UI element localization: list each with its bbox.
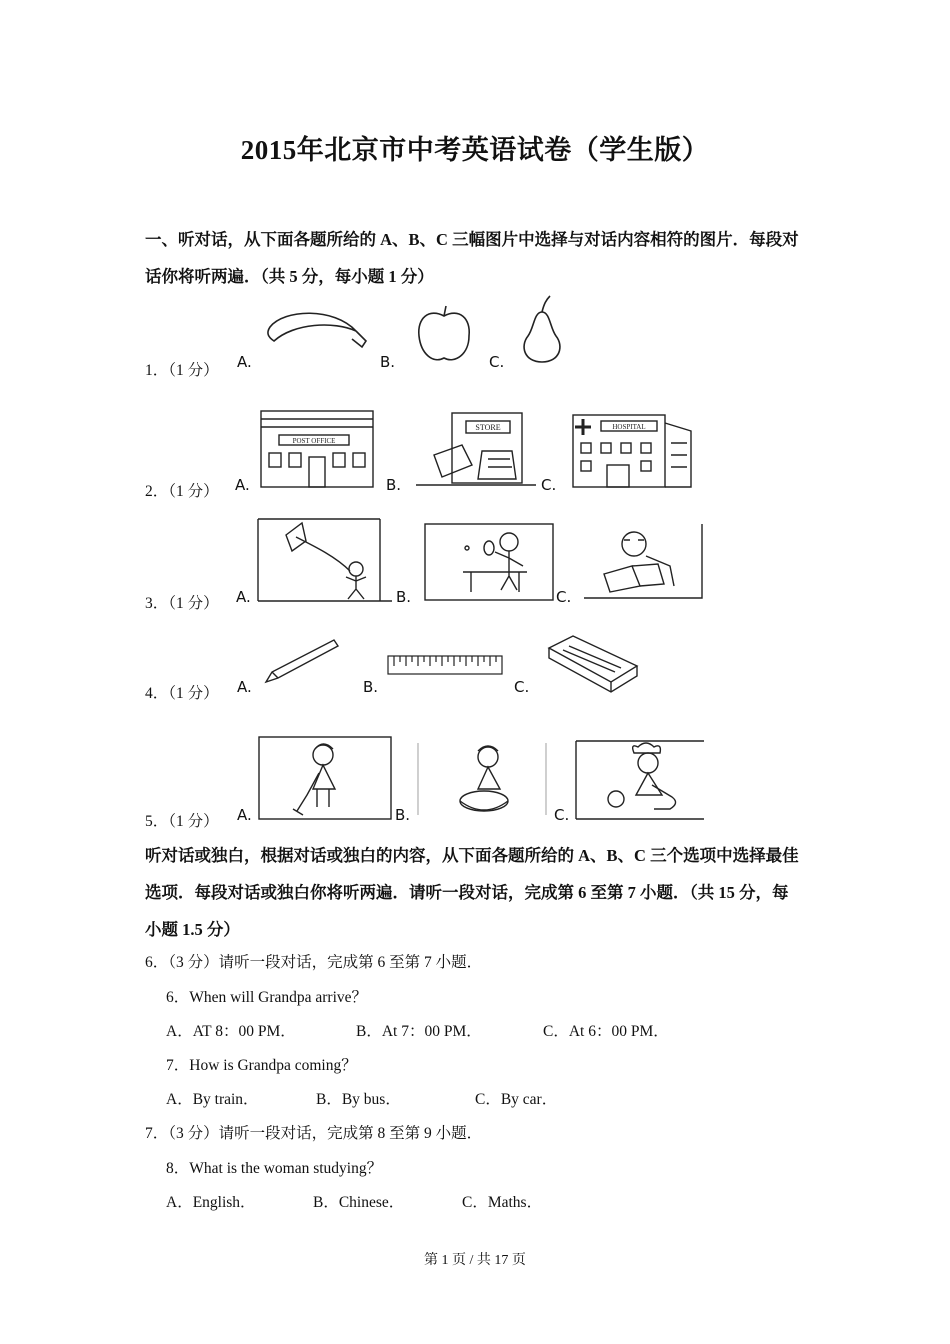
reading-picture [580, 522, 706, 602]
post-office-sign: POST OFFICE [292, 437, 336, 445]
q2-option-b[interactable]: B. [386, 476, 402, 494]
store-picture [412, 407, 540, 489]
question-4-label: 4．（1 分） [145, 685, 219, 702]
q5-option-c[interactable]: C. [554, 806, 570, 824]
cooking-picture [574, 739, 706, 821]
q3-option-a[interactable]: A. [236, 588, 251, 606]
section2-instruction-line3: 小题 1.5 分） [145, 920, 240, 939]
table-tennis-picture [423, 522, 555, 602]
hospital-picture [567, 409, 699, 491]
q5-option-b[interactable]: B. [395, 806, 411, 824]
question-5-label: 5．（1 分） [145, 813, 219, 830]
q7-option-b[interactable]: B．By bus． [316, 1091, 401, 1108]
q1-option-b[interactable]: B. [380, 353, 396, 371]
q2-option-c[interactable]: C. [541, 476, 557, 494]
q8-option-c[interactable]: C．Maths． [462, 1194, 543, 1211]
q5-option-a[interactable]: A. [237, 806, 252, 824]
q6-option-c[interactable]: C．At 6：00 PM． [543, 1023, 669, 1040]
kite-picture [256, 517, 394, 603]
page-footer: 第 1 页 / 共 17 页 [424, 1253, 526, 1268]
ruler-picture [386, 654, 504, 676]
section2-instruction-line1: 听对话或独白，根据对话或独白的内容，从下面各题所给的 A、B、C 三个选项中选择最佳 [145, 846, 799, 865]
pear-picture [518, 294, 566, 366]
apple-picture [415, 304, 473, 366]
sub-question-8: 8．What is the woman studying？ [166, 1160, 383, 1177]
question-6-label: 6．（3 分）请听一段对话，完成第 6 至第 7 小题． [145, 954, 483, 971]
sub-question-7: 7．How is Grandpa coming？ [166, 1057, 357, 1074]
q2-option-a[interactable]: A. [235, 476, 250, 494]
question-2-label: 2．（1 分） [145, 483, 219, 500]
pencil-picture [262, 636, 342, 686]
washing-picture [416, 739, 550, 819]
q8-option-a[interactable]: A．English． [166, 1194, 256, 1211]
q6-option-a[interactable]: A．AT 8：00 PM． [166, 1023, 296, 1040]
q8-option-b[interactable]: B．Chinese． [313, 1194, 405, 1211]
banana-picture [264, 307, 376, 355]
store-sign: STORE [475, 423, 501, 432]
question-7-label: 7．（3 分）请听一段对话，完成第 8 至第 9 小题． [145, 1125, 483, 1142]
q3-option-c[interactable]: C. [556, 588, 572, 606]
section2-instruction-line2: 选项．每段对话或独白你将听两遍．请听一段对话，完成第 6 至第 7 小题．（共 15 分，每 [145, 883, 789, 902]
pencil-box-picture [545, 632, 641, 696]
hospital-sign: HOSPITAL [612, 423, 646, 431]
q1-option-c[interactable]: C. [489, 353, 505, 371]
q1-option-a[interactable]: A. [237, 353, 252, 371]
q4-option-b[interactable]: B. [363, 678, 379, 696]
question-3-label: 3．（1 分） [145, 595, 219, 612]
q3-option-b[interactable]: B. [396, 588, 412, 606]
section1-instruction-line2: 话你将听两遍．（共 5 分，每小题 1 分） [145, 267, 434, 286]
q7-option-a[interactable]: A．By train． [166, 1091, 259, 1108]
sweeping-picture [257, 735, 393, 821]
q6-option-b[interactable]: B．At 7：00 PM． [356, 1023, 482, 1040]
q7-option-c[interactable]: C．By car． [475, 1091, 558, 1108]
post-office-picture [255, 407, 381, 489]
q4-option-c[interactable]: C. [514, 678, 530, 696]
question-1-label: 1．（1 分） [145, 362, 219, 379]
sub-question-6: 6．When will Grandpa arrive？ [166, 989, 368, 1006]
section1-instruction-line1: 一、听对话，从下面各题所给的 A、B、C 三幅图片中选择与对话内容相符的图片．每段对 [145, 230, 799, 249]
page-title: 2015年北京市中考英语试卷（学生版） [240, 135, 710, 165]
q4-option-a[interactable]: A. [237, 678, 252, 696]
